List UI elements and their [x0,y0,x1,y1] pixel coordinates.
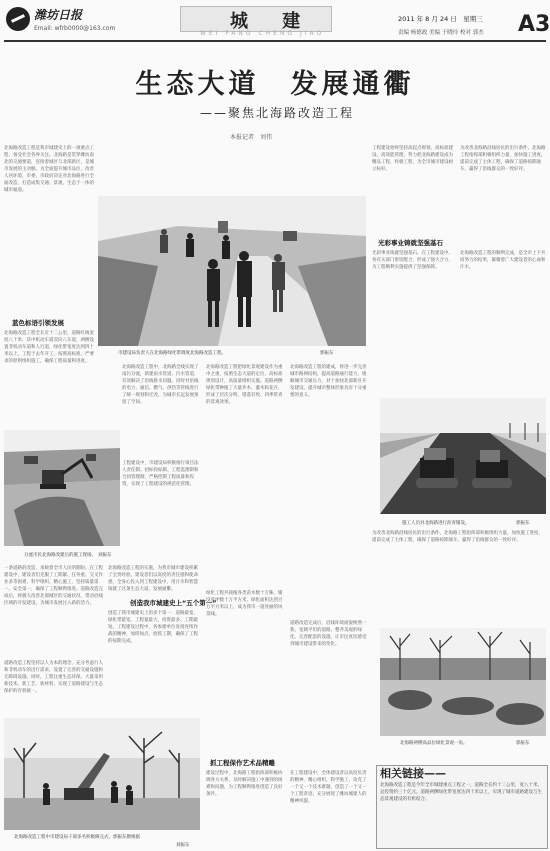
section-heading: 创造我市城建史上“五个第一” [130,599,217,607]
photo-credit: 郭振东 [516,521,530,526]
section-pinyin: WEI FANG CHENG JIAO [200,30,325,37]
body-text: 创造了我市城建史上的多个第一：道路最宽、绿化带最宽、工程量最大、投资最多、工期最短。工程建设过程中，各参建单位发扬连续作战的精神，加班加点，抢抓工期，确保了工程的按期完成。 [108,611,198,644]
body-text: 北海路改造工程全长近十二公里，道路红线宽度八十米，其中机动车道双向八车道，两侧设置非机动车道和人行道，绿化带宽度达到四十米以上。工程于去年开工，按照高标准、严要求的原则组织施工，确保工程质量和进度。 [4,331,94,364]
related-links-text: 北海路改造工程是今年全市城建重点工程之一，道路全长约十二公里，宽八十米，总投资约三十亿元。道路两侧绿化带宽度达四十米以上，实现了城市道路建设与生态景观建设的有机结合。 [380,783,542,802]
body-text: 道路改造工程坚持以人为本的理念，充分考虑行人和非机动车的出行需求，设置了完善的交通设施和无障碍设施。同时，工程注重生态环保，大量采用新技术、新工艺、新材料，实现了道路建设与生态保护的有机统一。 [4,661,103,694]
section-heading: 抓工程保作艺术品精雕 [210,759,275,767]
section-name: 城 建 [230,11,315,32]
article-byline: 本报记者 刘伟 [230,134,273,141]
photo-credit: 刘振东 [98,553,112,558]
photo-construction-site [4,430,120,546]
photo-caption: 施工人员对北海路进行沥青铺设。 [402,521,470,526]
body-text: 北海路改造工程的实施，为我市城市建设积累了宝贵经验。建设者们以高度的责任感和使命感，全身心投入到工程建设中，用汗水和智慧铸就了这条生态大道、发展通衢。 [108,566,198,592]
page-title: 生态大道 发展通衢 [135,69,415,100]
paper-name: 潍坊日报 [34,8,83,22]
photo-green-landscape [380,628,546,736]
body-text: 北海路改造工程是我市城建史上的一项重点工程，备受社会各界关注。北海路是贯穿潍坊南北的交通要道，连接着城区与北部新区，是城市发展的主动脉。为全面提升城市品位，改善人居环境，市委、市政府决定对北海路进行全面改造，打造成集交通、景观、生态于一体的城市通道。 [4,146,94,193]
body-text: 工程建设中，市建设局积极推行项目法人责任制、招标投标制、工程监理制和合同管理制，严格控制工程质量和投资，实现了工程建设的规范化管理。 [122,461,199,487]
body-text: 建设过程中，北海路工程指挥部积极协调各方关系，及时解决施工中遇到的困难和问题，为工程顺利推进创造了良好条件。 [206,771,283,797]
photo-tree-planting [4,718,200,830]
body-text: 绿化工程共栽植各类苗木数十万株，铺设草坪数十万平方米，绿化面积达到百万平方米以上，成为我市一道亮丽的风景线。 [206,591,283,617]
body-text: 北海路改造工程中，北海路全线实现了雨污分流，新建雨水管道、污水管道，有效解决了沿线排水问题。同时对沿线的电力、通信、燃气、供热等管线进行了统一规划和迁改，为城市长远发展预留了空间。 [122,365,199,405]
masthead-rule [4,40,546,42]
page-number: A3 [518,12,550,37]
body-text: 一条道路的改造，承载着全市人民的期盼。在工程建设中，建设者们克服了工期紧、任务重、交叉作业多等困难，科学组织、精心施工，坚持质量第一、安全第一，确保了工程顺利推进。道路改造完成后，将极大改善北部城区的交通状况，带动沿线区域的开发建设，为城市发展注入新的活力。 [4,566,103,606]
body-text: 工程建设始终坚持高起点规划、高标准建设、高效能管理，努力把北海路建设成为精品工程、样板工程，为全市城市建设树立标杆。 [372,146,453,172]
photo-caption: 北海路两侧高品位绿化景观一角。 [400,741,468,746]
body-text: 道路改造完成后，沿线环境面貌焕然一新。宽阔平坦的道路、整齐美观的绿化、完善配套的设施，让市民真切感受到城市建设带来的变化。 [290,621,367,647]
newspaper-logo-icon [6,7,30,31]
body-text: 北海路改造工程把绿化景观建设作为重中之重，按照生态大道的定位，高标准规划设计，高质量组织实施。道路两侧绿化带种植了大量乔木、灌木和花卉，形成了层次分明、错落有致、四季常青的景观效果。 [206,365,283,405]
photo-caption: 北海路改造工程中市建设局干部多名积极修完式，郭振东摄根据 [14,835,140,840]
body-text: 北海路改造工程的顺利完成，是全市上下共同努力的结果，凝聚着广大建设者的心血和汗水。 [460,251,546,270]
masthead [0,0,550,40]
issue-date: 2011 年 8 月 24 日 星期三 [398,15,483,23]
body-text: 在工程建设中，全体建设者以高度负责的精神，精心组织、科学施工，攻克了一个又一个技术难题，创造了一个又一个工程奇迹，充分展现了潍坊城建人的精神风貌。 [290,771,367,804]
body-text: 北海路改造工程的建成，将进一步完善城市路网结构，提高道路通行能力，缓解城市交通压力，对于加快北部新区开发建设、提升城市整体形象具有十分重要的意义。 [290,365,367,398]
photo-caption: 市建设局负责人在北海路绿化带调度北海路改造工程。 [118,351,226,356]
body-text: 为改善北海路沿线居民的出行条件，北海路工程指挥部积极组织力量，加快施工进度，提前完成了主体工程，确保了道路按期通车，赢得了沿线群众的一致好评。 [372,531,543,543]
related-links-title: 相关链接—— [380,767,446,780]
photo-officials-inspection [98,196,366,346]
editors-line: 责编 杨德政 美编 于晓玲 校对 郭杰 [398,30,484,36]
section-heading: 光彩事业铸就坚强基石 [378,239,443,247]
section-heading: 蓝色标语引领发展 [12,319,64,327]
photo-credit: 刘振东 [176,843,190,848]
article-subtitle: ——聚焦北海路改造工程 [200,106,355,120]
body-text: 光彩事业铸就坚强基石。在工程建设中，各有关部门密切配合，形成了强大合力，为工程顺利实施提供了坚强保障。 [372,251,453,270]
photo-road-paving [380,398,546,514]
photo-credit: 郭振东 [320,351,334,356]
photo-credit: 郭振东 [516,741,530,746]
photo-caption: 分流市民北海路改建后的施工现场。 [24,553,96,558]
body-text: 为改善北海路沿线居民的出行条件，北海路工程指挥部积极组织力量，加快施工进度，提前完成了主体工程，确保了道路按期通车，赢得了沿线群众的一致好评。 [460,146,546,172]
paper-email: Email: wfrb0000@163.com [34,25,116,32]
